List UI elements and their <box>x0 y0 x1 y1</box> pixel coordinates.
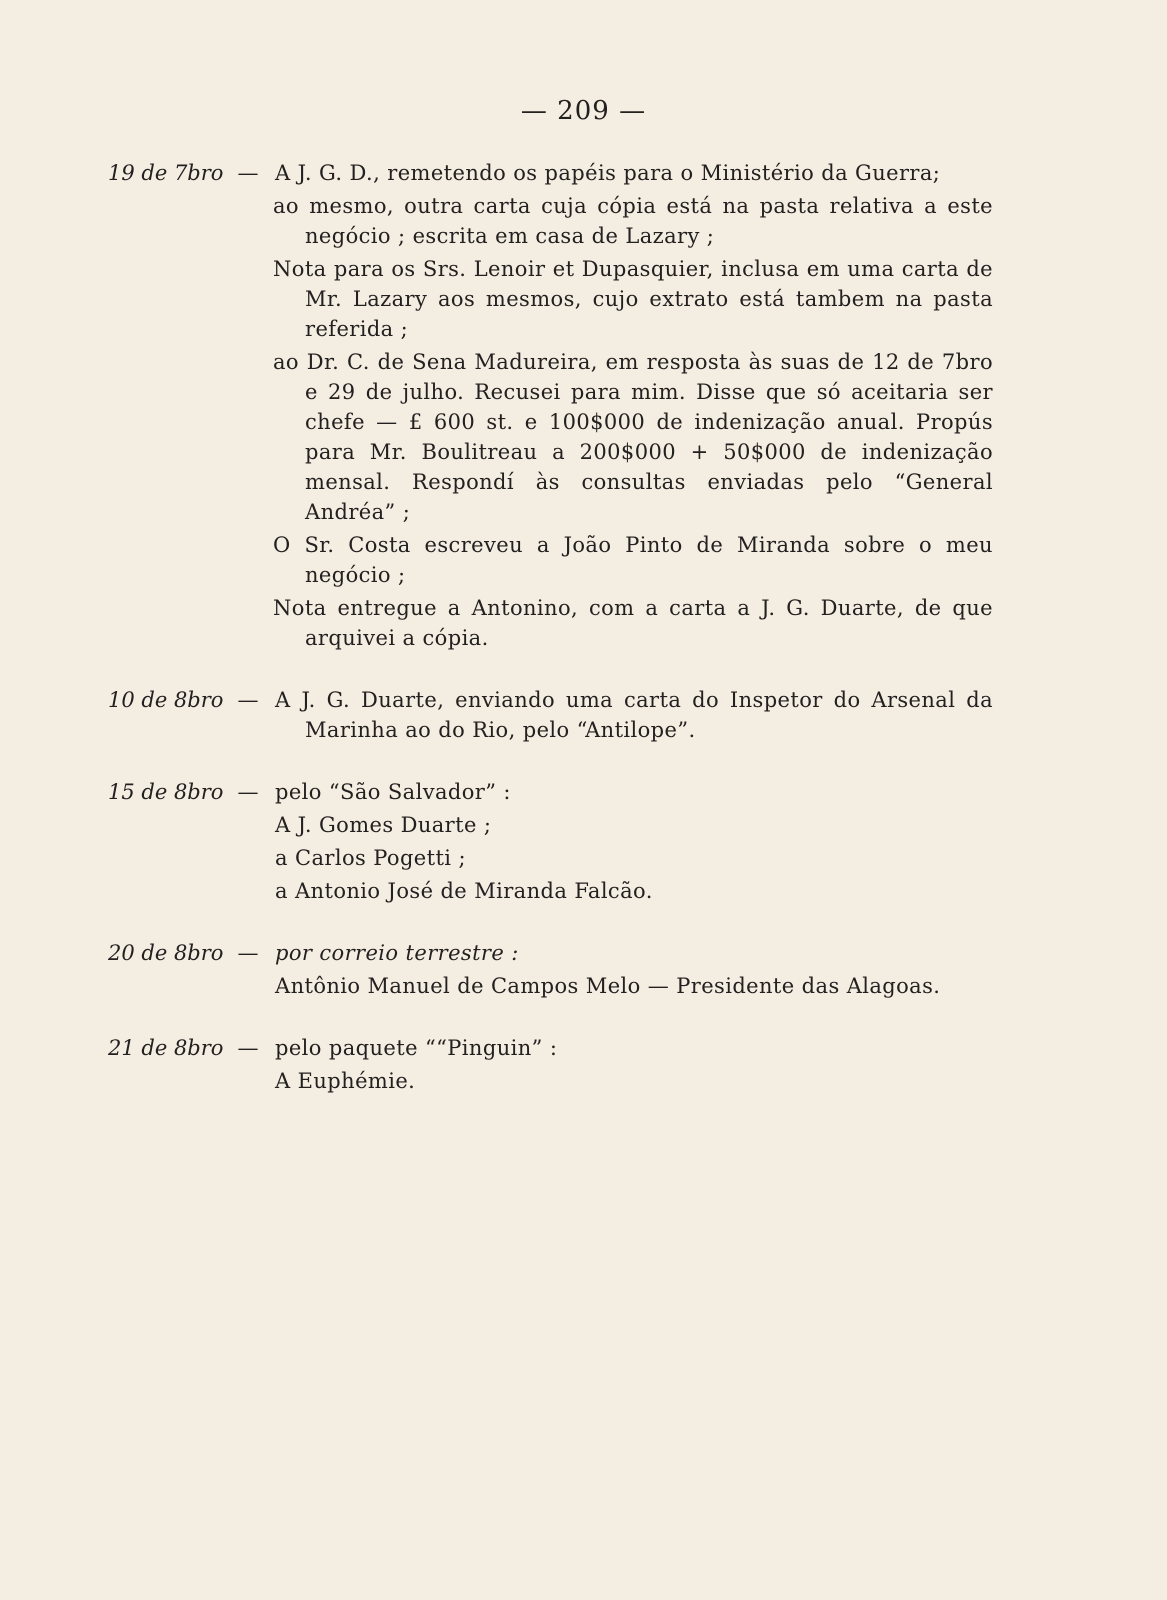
entry-item: ao Dr. C. de Sena Madureira, em resposta às suas de 12 de 7bro e 29 de julho. Recusei para mim. Disse que só aceitaria ser chefe — £ 600 st. e 100$000 de indenização anual. Propús para Mr. Boulitreau a 200$000 + 50$000 de indenização mensal. Respondí às consultas enviadas pelo “General Andréa” ; <box>273 350 993 524</box>
entry-item: A J. Gomes Duarte ; <box>275 813 492 837</box>
entry-date: 15 de 8bro — <box>108 780 259 804</box>
entry-item: A J. G. D., remetendo os papéis para o Ministério da Guerra; <box>275 161 941 185</box>
entry-item: pelo paquete ““Pinguin” : <box>275 1036 558 1060</box>
entry-item: por correio terrestre : <box>275 941 519 965</box>
entry-item: O Sr. Costa escreveu a João Pinto de Miranda sobre o meu negócio ; <box>273 533 993 587</box>
page-number: — 209 — <box>520 96 647 126</box>
entry-item: a Carlos Pogetti ; <box>275 846 466 870</box>
entry-21-8bro <box>108 1033 993 1096</box>
entry-item: A J. G. Duarte, enviando uma carta do Inspetor do Arsenal da Marinha ao do Rio, pelo “Antilope”. <box>275 688 993 742</box>
entry-item: Nota para os Srs. Lenoir et Dupasquier, inclusa em uma carta de Mr. Lazary aos mesmos, cujo extrato está tambem na pasta referida ; <box>273 257 993 341</box>
entry-item: A Euphémie. <box>275 1069 416 1093</box>
entry-item: a Antonio José de Miranda Falcão. <box>275 879 653 903</box>
entry-10-8bro <box>108 685 993 745</box>
entry-item: Nota entregue a Antonino, com a carta a J. G. Duarte, de que arquivei a cópia. <box>273 596 993 650</box>
entry-date: 19 de 7bro — <box>108 161 259 185</box>
entry-19-7bro <box>108 158 993 653</box>
entry-15-8bro <box>108 777 993 906</box>
entry-date: 20 de 8bro — <box>108 941 259 965</box>
letter-register <box>108 158 993 1128</box>
entry-item: pelo “São Salvador” : <box>275 780 511 804</box>
entry-item: Antônio Manuel de Campos Melo — Presidente das Alagoas. <box>275 974 941 998</box>
entry-item: ao mesmo, outra carta cuja cópia está na pasta relativa a este negócio ; escrita em casa de Lazary ; <box>273 194 993 248</box>
entry-date: 10 de 8bro — <box>108 688 259 712</box>
entry-date: 21 de 8bro — <box>108 1036 259 1060</box>
entry-20-8bro <box>108 938 993 1001</box>
